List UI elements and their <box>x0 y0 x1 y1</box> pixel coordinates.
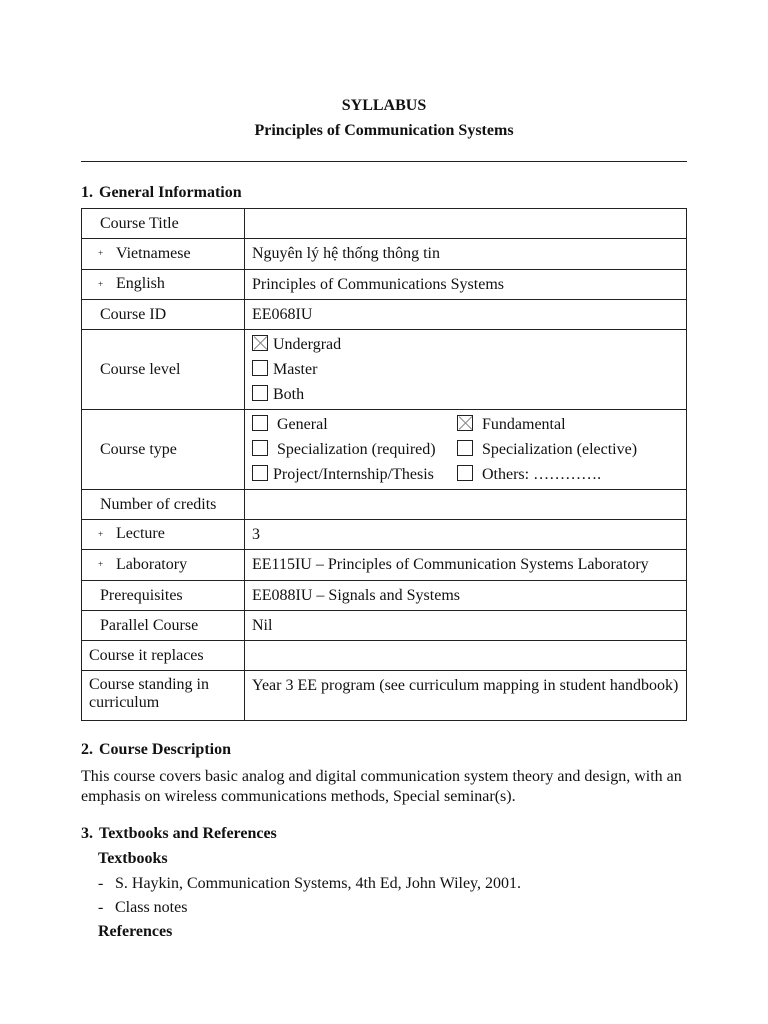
course-description-text: This course covers basic analog and digital communication system theory and design, with an emphasis on wireless communications methods, Special seminar(s). <box>81 768 682 805</box>
lecture-label-cell <box>82 520 245 550</box>
laboratory-label-cell <box>82 550 245 581</box>
table-row <box>82 550 687 581</box>
checkbox-icon[interactable] <box>252 360 268 376</box>
bullet-icon: + <box>98 559 104 570</box>
parallel-course-value: Nil <box>245 611 687 641</box>
bullet-icon: + <box>98 278 104 289</box>
table-row <box>82 490 687 520</box>
textbooks-list <box>98 874 687 918</box>
english-label-cell <box>82 270 245 300</box>
table-row <box>82 410 687 490</box>
course-level-option[interactable]: Master <box>252 357 679 382</box>
list-item: - S. Haykin, Communication Systems, 4th Ed, John Wiley, 2001. <box>98 875 522 892</box>
lecture-credits-value: 3 <box>245 520 687 550</box>
prerequisites-value: EE088IU – Signals and Systems <box>245 581 687 611</box>
list-item: - Class notes <box>98 899 188 916</box>
course-type-option[interactable]: Specialization (required) <box>252 440 457 460</box>
bullet-icon: + <box>98 528 104 539</box>
table-row <box>82 330 687 410</box>
checkbox-icon[interactable] <box>252 415 268 431</box>
checkbox-icon[interactable] <box>252 385 268 401</box>
course-type-option[interactable]: General <box>252 415 457 435</box>
course-id-value: EE068IU <box>245 300 687 330</box>
syllabus-page <box>81 96 687 942</box>
table-row <box>82 209 687 239</box>
course-level-option[interactable]: Undergrad <box>252 332 679 357</box>
course-id-label: Course ID <box>82 300 245 330</box>
course-type-option[interactable]: Others: …………. <box>457 465 679 485</box>
course-level-label: Course level <box>82 330 245 410</box>
checkbox-icon[interactable] <box>252 440 268 456</box>
course-type-option[interactable]: Specialization (elective) <box>457 440 679 460</box>
section-textbooks-heading: 3. Textbooks and References <box>81 825 277 842</box>
section-course-description-heading: 2. Course Description <box>81 741 231 758</box>
course-level-option[interactable]: Both <box>252 382 679 407</box>
textbooks-subheading: Textbooks <box>98 850 168 867</box>
course-standing-label: Course standing in curriculum <box>82 671 245 721</box>
table-row <box>82 300 687 330</box>
course-type-option[interactable]: Fundamental <box>457 415 679 435</box>
vietnamese-label: Vietnamese <box>116 244 191 262</box>
credits-value <box>245 490 687 520</box>
general-information-table <box>81 208 687 721</box>
references-subheading: References <box>98 923 173 940</box>
course-level-options <box>245 330 687 410</box>
table-row <box>82 520 687 550</box>
course-title-label: Course Title <box>82 209 245 239</box>
bullet-icon: + <box>98 248 104 259</box>
course-name-title: Principles of Communication Systems <box>254 122 514 139</box>
parallel-course-label: Parallel Course <box>82 611 245 641</box>
vietnamese-title-value: Nguyên lý hệ thống thông tin <box>245 239 687 270</box>
checkbox-icon[interactable] <box>252 465 268 481</box>
laboratory-label: Laboratory <box>116 555 188 573</box>
section-general-information-heading: 1. General Information <box>81 184 242 201</box>
checked-checkbox-icon[interactable] <box>457 415 473 431</box>
checkbox-icon[interactable] <box>457 465 473 481</box>
course-type-label: Course type <box>82 410 245 490</box>
laboratory-value: EE115IU – Principles of Communication Systems Laboratory <box>245 550 687 581</box>
table-row <box>82 270 687 300</box>
checkbox-icon[interactable] <box>457 440 473 456</box>
english-label: English <box>116 275 165 293</box>
table-row <box>82 611 687 641</box>
table-row <box>82 671 687 721</box>
course-type-option[interactable]: Project/Internship/Thesis <box>252 465 457 485</box>
table-row <box>82 641 687 671</box>
header-divider <box>81 161 687 162</box>
english-title-value: Principles of Communications Systems <box>245 270 687 300</box>
credits-label: Number of credits <box>82 490 245 520</box>
table-row <box>82 581 687 611</box>
course-replaces-value <box>245 641 687 671</box>
lecture-label: Lecture <box>116 525 165 543</box>
checked-checkbox-icon[interactable] <box>252 335 268 351</box>
course-standing-value: Year 3 EE program (see curriculum mapping in student handbook) <box>245 671 687 721</box>
prerequisites-label: Prerequisites <box>82 581 245 611</box>
course-type-options <box>245 410 687 490</box>
course-replaces-label: Course it replaces <box>82 641 245 671</box>
course-title-value <box>245 209 687 239</box>
table-row <box>82 239 687 270</box>
vietnamese-label-cell <box>82 239 245 270</box>
document-title: SYLLABUS <box>341 97 427 114</box>
